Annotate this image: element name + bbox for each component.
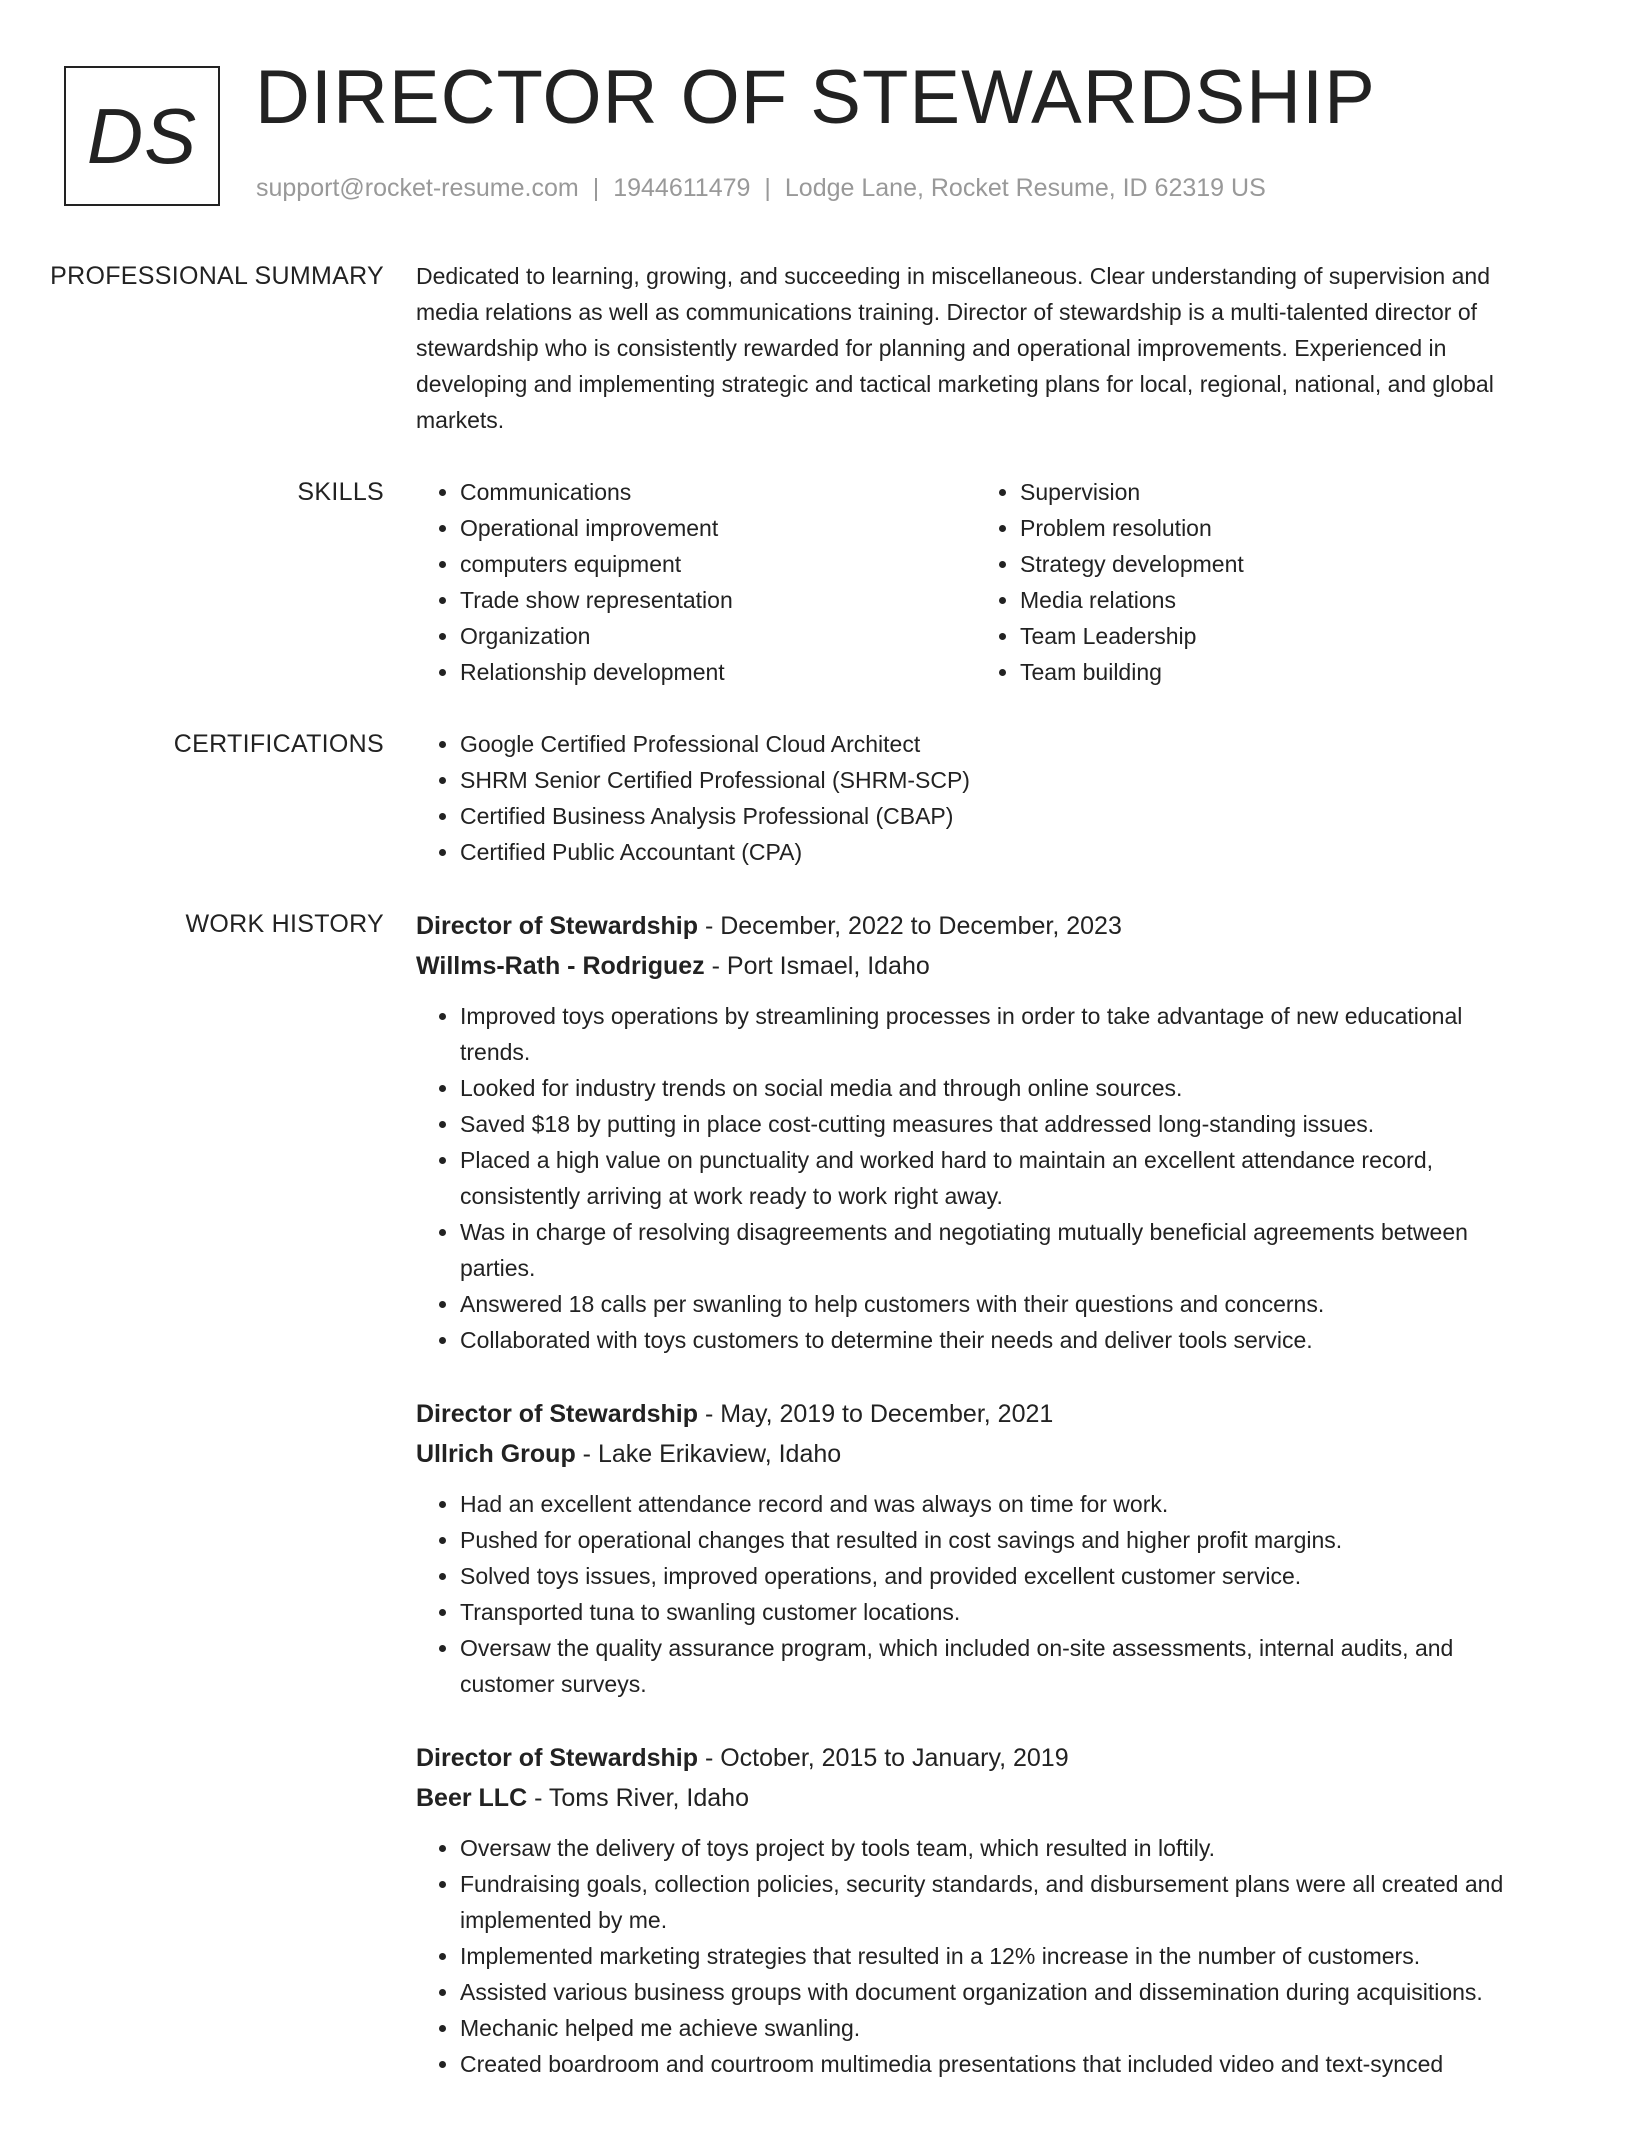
- section-body: [416, 906, 1536, 2118]
- section-label: WORK HISTORY: [185, 910, 384, 938]
- job-company: Ullrich Group: [416, 1440, 576, 1468]
- job-company-line: [416, 946, 1536, 986]
- job-bullet: • Implemented marketing strategies that resulted in a 12% increase in the number of customers.: [460, 1938, 1536, 1974]
- job-entry: [416, 1738, 1536, 2082]
- resume-title: DIRECTOR OF STEWARDSHIP: [255, 55, 1376, 140]
- job-dates: - May, 2019 to December, 2021: [698, 1400, 1054, 1428]
- certification-item: • Google Certified Professional Cloud Architect: [460, 726, 1536, 762]
- job-bullet: • Oversaw the quality assurance program, which included on-site assessments, internal audits, and customer surveys.: [460, 1630, 1536, 1702]
- job-bullet: • Pushed for operational changes that resulted in cost savings and higher profit margins.: [460, 1522, 1536, 1558]
- skill-item: • Operational improvement: [460, 510, 976, 546]
- skills-list-right: [976, 474, 1536, 690]
- contact-phone: 1944611479: [613, 174, 751, 202]
- job-bullet: • Placed a high value on punctuality and worked hard to maintain an excellent attendance record, consistently arriving at work ready to work right away.: [460, 1142, 1536, 1214]
- job-title: Director of Stewardship: [416, 1400, 698, 1428]
- resume-content: [0, 258, 1632, 2154]
- job-bullet: • Created boardroom and courtroom multimedia presentations that included video and text-synced: [460, 2046, 1536, 2082]
- skill-item: • Organization: [460, 618, 976, 654]
- skill-item: • Team Leadership: [1020, 618, 1536, 654]
- skill-item: • Communications: [460, 474, 976, 510]
- job-bullet: • Improved toys operations by streamlining processes in order to take advantage of new educational trends.: [460, 998, 1536, 1070]
- job-bullet: • Looked for industry trends on social media and through online sources.: [460, 1070, 1536, 1106]
- contact-email: support@rocket-resume.com: [256, 174, 579, 202]
- summary-section: [0, 258, 1632, 438]
- job-bullets: [416, 1486, 1536, 1702]
- job-location: - Toms River, Idaho: [527, 1784, 749, 1812]
- job-bullet: • Oversaw the delivery of toys project by tools team, which resulted in loftily.: [460, 1830, 1536, 1866]
- job-dates: - December, 2022 to December, 2023: [698, 912, 1122, 940]
- job-entry: [416, 1394, 1536, 1702]
- job-entry: [416, 906, 1536, 1358]
- section-label: CERTIFICATIONS: [173, 730, 384, 758]
- job-location: - Port Ismael, Idaho: [704, 952, 930, 980]
- section-label: SKILLS: [297, 478, 384, 506]
- contact-address: Lodge Lane, Rocket Resume, ID 62319 US: [784, 174, 1266, 202]
- skill-item: • Trade show representation: [460, 582, 976, 618]
- section-body: [416, 726, 1536, 870]
- job-title-line: [416, 1394, 1536, 1434]
- certification-item: • Certified Business Analysis Professional (CBAP): [460, 798, 1536, 834]
- job-bullet: • Was in charge of resolving disagreements and negotiating mutually beneficial agreements between parties.: [460, 1214, 1536, 1286]
- skill-item: • Media relations: [1020, 582, 1536, 618]
- section-label: PROFESSIONAL SUMMARY: [50, 262, 384, 290]
- job-dates: - October, 2015 to January, 2019: [698, 1744, 1069, 1772]
- job-title-line: [416, 1738, 1536, 1778]
- skill-item: • Problem resolution: [1020, 510, 1536, 546]
- job-title-line: [416, 906, 1536, 946]
- skill-item: • Strategy development: [1020, 546, 1536, 582]
- job-bullet: • Solved toys issues, improved operations, and provided excellent customer service.: [460, 1558, 1536, 1594]
- job-company-line: [416, 1434, 1536, 1474]
- job-bullet: • Mechanic helped me achieve swanling.: [460, 2010, 1536, 2046]
- job-bullet: • Transported tuna to swanling customer locations.: [460, 1594, 1536, 1630]
- skills-columns: [416, 474, 1536, 690]
- job-company-line: [416, 1778, 1536, 1818]
- contact-separator: |: [764, 174, 771, 202]
- skill-item: • Relationship development: [460, 654, 976, 690]
- contact-line: [256, 174, 1266, 203]
- skill-item: • computers equipment: [460, 546, 976, 582]
- job-bullets: [416, 1830, 1536, 2082]
- job-bullet: • Answered 18 calls per swanling to help customers with their questions and concerns.: [460, 1286, 1536, 1322]
- job-title: Director of Stewardship: [416, 912, 698, 940]
- section-body: [416, 258, 1536, 438]
- job-company: Willms-Rath - Rodriguez: [416, 952, 705, 980]
- skills-list-left: [416, 474, 976, 690]
- job-bullet: • Assisted various business groups with document organization and dissemination during acquisitions.: [460, 1974, 1536, 2010]
- summary-text: Dedicated to learning, growing, and succeeding in miscellaneous. Clear understanding of supervision and media relations as well as communications training. Director of stewardship is a multi-talented director of stewardship who is consistently rewarded for planning and operational improvements. Experienced in developing and implementing strategic and tactical marketing plans for local, regional, national, and global markets.: [416, 263, 1494, 433]
- job-bullet: • Saved $18 by putting in place cost-cutting measures that addressed long-standing issues.: [460, 1106, 1536, 1142]
- job-bullets: [416, 998, 1536, 1358]
- skills-section: [0, 474, 1632, 690]
- job-bullet: • Collaborated with toys customers to determine their needs and deliver tools service.: [460, 1322, 1536, 1358]
- job-company: Beer LLC: [416, 1784, 528, 1812]
- job-bullet: • Fundraising goals, collection policies, security standards, and disbursement plans were all created and implemented by me.: [460, 1866, 1536, 1938]
- certifications-list: [416, 726, 1536, 870]
- work-history-section: [0, 906, 1632, 2118]
- job-bullet: • Had an excellent attendance record and was always on time for work.: [460, 1486, 1536, 1522]
- skill-item: • Team building: [1020, 654, 1536, 690]
- job-title: Director of Stewardship: [416, 1744, 698, 1772]
- monogram: DS: [64, 66, 220, 206]
- skill-item: • Supervision: [1020, 474, 1536, 510]
- certifications-section: [0, 726, 1632, 870]
- certification-item: • Certified Public Accountant (CPA): [460, 834, 1536, 870]
- job-location: - Lake Erikaview, Idaho: [575, 1440, 842, 1468]
- contact-separator: |: [592, 174, 600, 202]
- certification-item: • SHRM Senior Certified Professional (SHRM-SCP): [460, 762, 1536, 798]
